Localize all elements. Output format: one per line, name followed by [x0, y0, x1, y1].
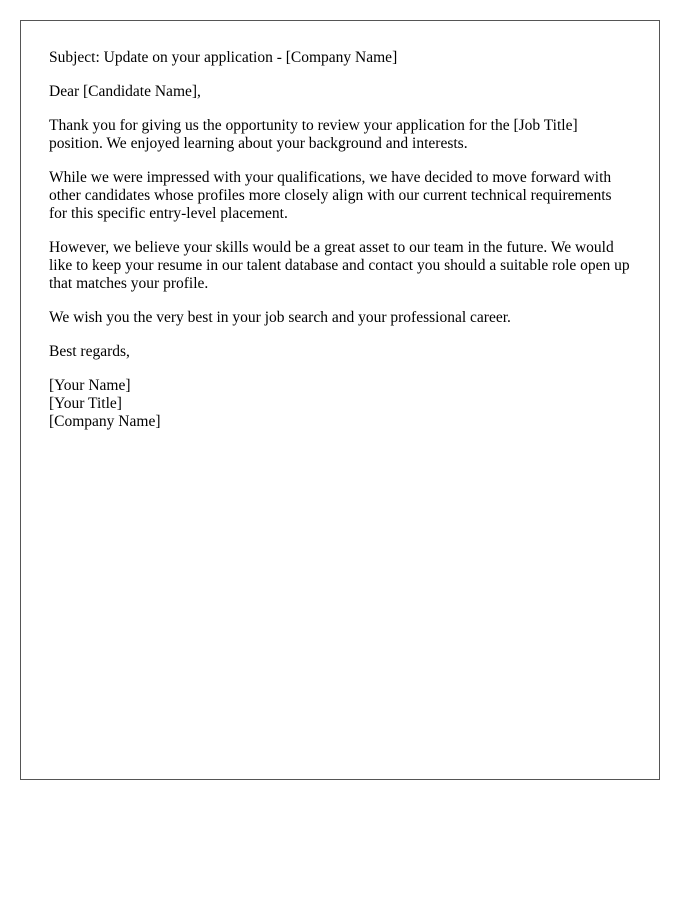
signature-name: [Your Name] — [49, 377, 131, 394]
letter-paragraph-1: Thank you for giving us the opportunity to review your application for the [Job Title] position. We enjoyed learning about your background and interests. — [49, 117, 578, 152]
signature-company: [Company Name] — [49, 413, 161, 430]
letter-page — [20, 20, 660, 780]
letter-paragraph-2: While we were impressed with your qualifications, we have decided to move forward with other candidates whose profiles more closely align with our current technical requirements for this specific entry-level placement. — [49, 169, 612, 222]
signature-block — [49, 377, 631, 431]
letter-salutation: Dear [Candidate Name], — [49, 83, 201, 100]
letter-subject: Subject: Update on your application - [Company Name] — [49, 49, 398, 66]
letter-closing: Best regards, — [49, 343, 130, 360]
letter-paragraph-3: However, we believe your skills would be a great asset to our team in the future. We would like to keep your resume in our talent database and contact you should a suitable role open up that matches your profile. — [49, 239, 630, 292]
signature-title: [Your Title] — [49, 395, 122, 412]
letter-paragraph-4: We wish you the very best in your job search and your professional career. — [49, 309, 511, 326]
